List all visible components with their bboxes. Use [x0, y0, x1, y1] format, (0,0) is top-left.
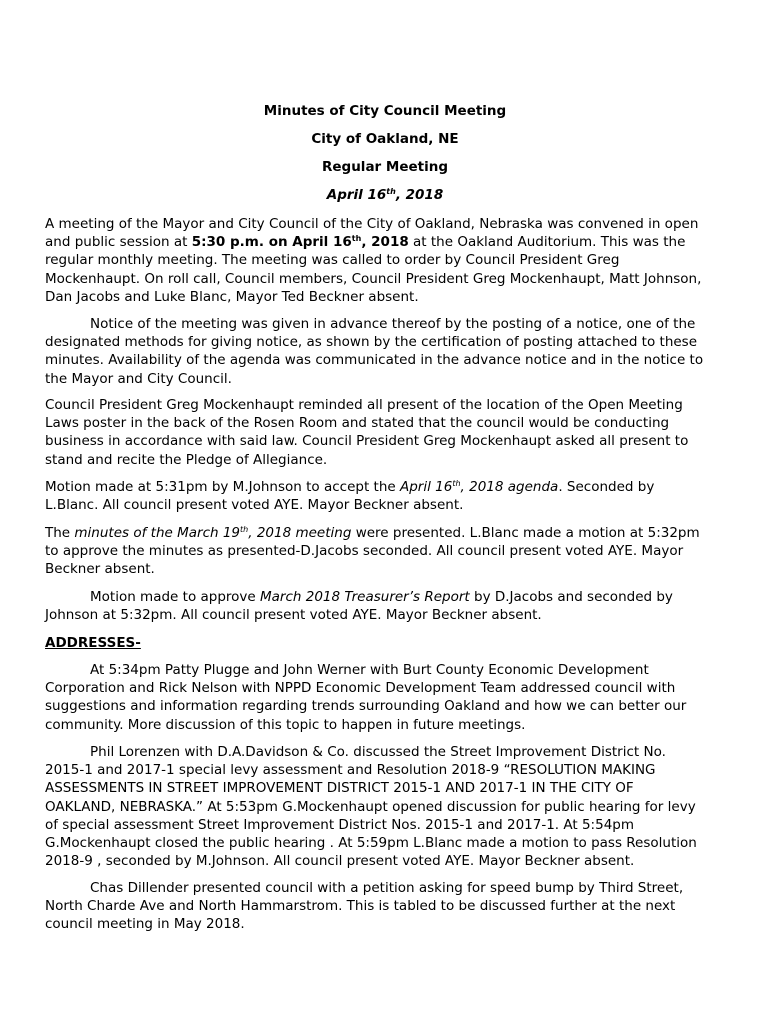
speed-bump-petition-paragraph: Chas Dillender presented council with a petition asking for speed bump by Third Street, North Charde Ave and North Hammarstrom. This is tabled to be discussed further at the next council meeting in May 2018. [45, 880, 684, 933]
call-to-order-paragraph: A meeting of the Mayor and City Council of the City of Oakland, Nebraska was convened in open and public session at 5:30 p.m. on April 16th, 2018 at the Oakland Auditorium. This was the regular monthly meeting. The meeting was called to order by Council President Greg Mockenhaupt. On roll call, Council members, Council President Greg Mockenhaupt, Matt Johnson, Dan Jacobs and Luke Blanc, Mayor Ted Beckner absent. [45, 216, 702, 305]
meeting-type-heading: Regular Meeting [321, 159, 449, 175]
open-meeting-laws-paragraph: Council President Greg Mockenhaupt reminded all present of the location of the Open Meeting Laws poster in the back of the Rosen Room and stated that the council would be conducting business in accordance with said law. Council President Greg Mockenhaupt asked all present to stand and recite the Pledge of Allegiance. [45, 397, 689, 468]
document-title: Minutes of City Council Meeting [263, 103, 507, 119]
city-heading: City of Oakland, NE [311, 131, 459, 147]
notice-paragraph: Notice of the meeting was given in advance thereof by the posting of a notice, one of the designated methods for giving notice, as shown by the certification of posting attached to these minutes. Availability of the agenda was communicated in the advance notice and in the notice to the Mayor and City Council. [45, 316, 704, 387]
street-improvement-paragraph: Phil Lorenzen with D.A.Davidson & Co. discussed the Street Improvement District No. 2015-1 and 2017-1 special levy assessment and Resolution 2018-9 “RESOLUTION MAKING ASSESSMENTS IN STREET IMPROVEMENT DISTRICT 2015-1 AND 2017-1 IN THE CITY OF OAKLAND, NEBRASKA.” At 5:53pm G.Mockenhaupt opened discussion for public hearing for levy of special assessment Street Improvement District Nos. 2015-1 and 2017-1. At 5:54pm G.Mockenhaupt closed the public hearing . At 5:59pm L.Blanc made a motion to pass Resolution 2018-9 , seconded by M.Johnson. All council present voted AYE. Mayor Beckner absent. [45, 744, 697, 870]
minutes-approval-paragraph: The minutes of the March 19th, 2018 meeting were presented. L.Blanc made a motion at 5:32pm to approve the minutes as presented-D.Jacobs seconded. All council present voted AYE. Mayor Beckner absent. [45, 525, 700, 578]
economic-development-paragraph: At 5:34pm Patty Plugge and John Werner with Burt County Economic Development Corporation and Rick Nelson with NPPD Economic Development Team addressed council with suggestions and information regarding trends surrounding Oakland and how we can better our community. More discussion of this topic to happen in future meetings. [45, 662, 687, 733]
addresses-heading: ADDRESSES- [45, 635, 141, 651]
treasurer-report-paragraph: Motion made to approve March 2018 Treasurer’s Report by D.Jacobs and seconded by Johnson at 5:32pm. All council present voted AYE. Mayor Beckner absent. [45, 589, 673, 624]
meeting-date-heading: April 16th, 2018 [326, 187, 444, 203]
agenda-motion-paragraph: Motion made at 5:31pm by M.Johnson to accept the April 16th, 2018 agenda. Seconded by L.Blanc. All council present voted AYE. Mayor Beckner absent. [45, 479, 655, 514]
